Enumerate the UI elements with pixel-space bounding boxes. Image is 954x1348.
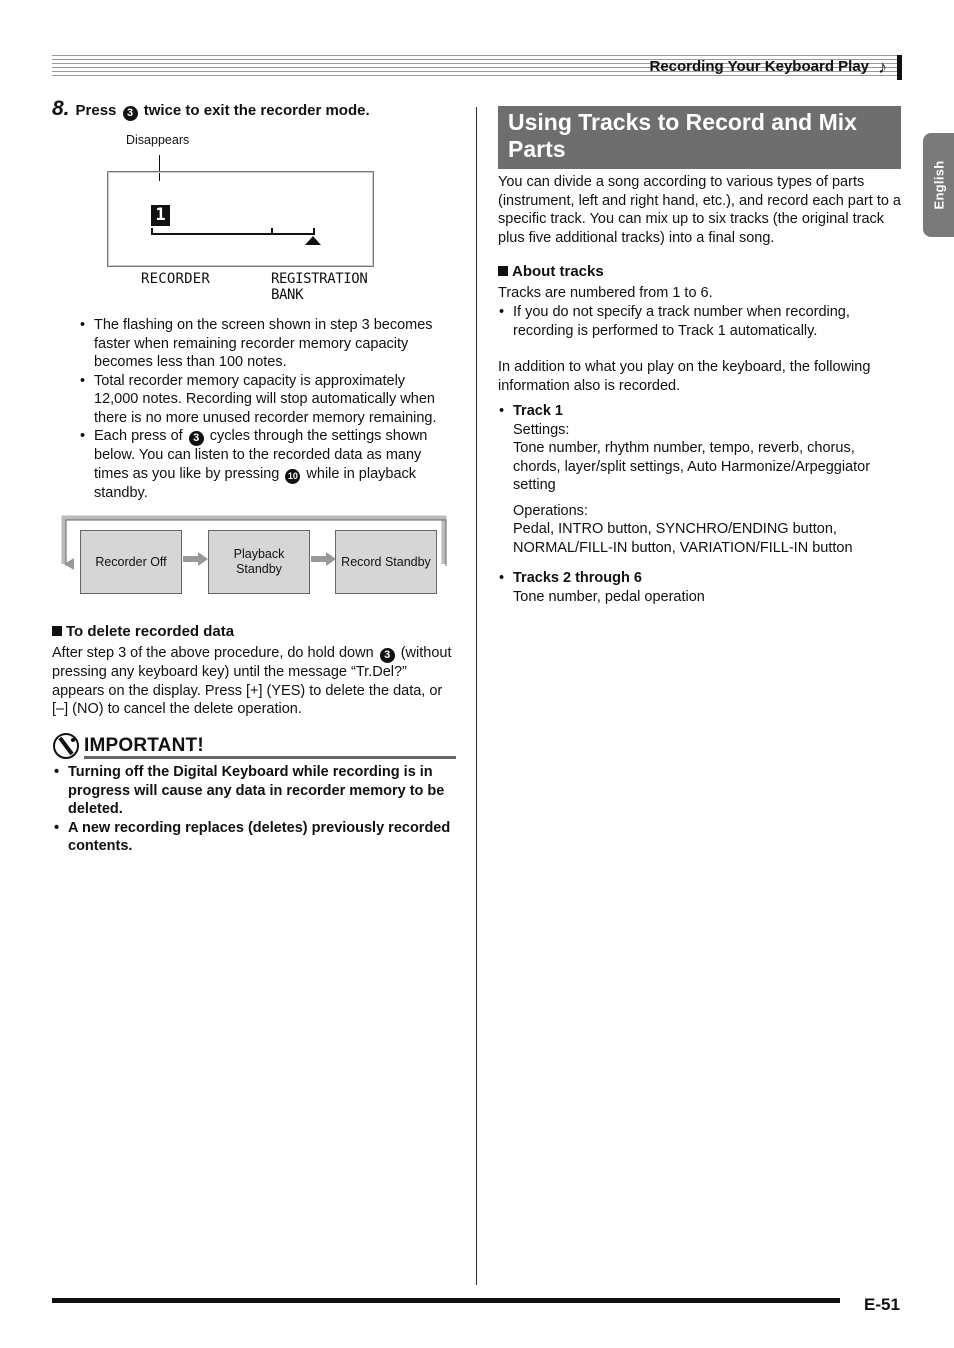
lcd-label-bank: BANK [271,287,304,303]
notes-list [80,316,446,502]
body-text: (without pressing any keyboard key) until the message “Tr.Del?” appears on the display. Press [+] (YES) to delete the data, or [–] (NO) to cancel the delete operation. [52,645,452,717]
page-number: E-51 [864,1295,900,1314]
disappears-label: Disappears [126,133,190,147]
lcd-tick [271,228,273,235]
settings-label: Settings: [513,421,570,438]
lcd-indicator-bar [151,233,315,235]
lcd-tick [313,228,315,235]
step-8 [52,97,370,121]
tracks-2-6-list [499,569,902,606]
settings-text: Tone number, rhythm number, tempo, reverb, chorus, chords, layer/split settings, Auto Harmonize/Arpeggiator setting [513,440,871,493]
step-text-pre: Press [75,102,117,119]
lcd-label-registration-bank [271,271,367,303]
list-item [80,372,446,428]
list-item [499,402,902,557]
note-text: Each press of [94,428,183,444]
body-text: After step 3 of the above procedure, do hold down [52,645,374,661]
list-item: • If you do not specify a track number when recording, recording is performed to Track 1 automatically. [499,303,902,340]
square-bullet-icon [52,626,62,636]
list-item [499,569,902,606]
lcd-label-registration: REGISTRATION [271,271,368,287]
lcd-pointer-icon [305,236,321,245]
button-3-icon: 3 [123,106,138,121]
important-list [54,763,456,856]
button-3-icon: 3 [380,648,395,663]
section-title: Using Tracks to Record and Mix Parts [508,109,857,162]
intro-paragraph: You can divide a song according to various types of parts (instrument, left and right hand, etc.), and record each part to a specific track. You can mix up to six tracks (the original track plus five additional tracks) into a final song. [498,174,901,246]
flow-box-recorder-off: Recorder Off [80,530,182,594]
step-text-post: twice to exit the recorder mode. [143,102,370,119]
square-bullet-icon [498,266,508,276]
section-heading-band [498,106,901,169]
warning-icon [52,731,80,761]
list-item [80,427,446,502]
about-tracks-text: Tracks are numbered from 1 to 6. [498,285,713,301]
lcd-track-number: 1 [151,205,170,226]
list-item: • A new recording replaces (deletes) previously recorded contents. [54,819,456,856]
about-tracks-list [499,303,902,340]
lcd-tick [151,228,153,235]
lcd-label-recorder: RECORDER [141,271,211,287]
track-1-title: • Track 1 [513,403,563,419]
list-item: • Turning off the Digital Keyboard while recording is in progress will cause any data in recorder memory to be deleted. [54,763,456,819]
footer-rule [52,1298,840,1303]
about-tracks-heading [498,263,604,280]
operations-text: Pedal, INTRO button, SYNCHRO/ENDING button, NORMAL/FILL-IN button, VARIATION/FILL-IN button [513,521,853,556]
running-header-title: Recording Your Keyboard Play [649,58,869,75]
button-3-icon: 3 [189,431,204,446]
lcd-display [107,171,374,267]
important-underline [84,756,456,759]
flow-box-playback-standby: Playback Standby [208,530,310,594]
delete-section-heading [52,623,234,640]
step-number: 8. [52,97,70,120]
tracks-2-6-text: Tone number, pedal operation [513,588,705,605]
music-note-icon: ♪ [878,57,887,77]
button-10-icon: 10 [285,469,300,484]
heading-text: About tracks [512,263,604,280]
column-divider [476,107,477,1285]
addition-paragraph: In addition to what you play on the keyboard, the following information also is recorded. [498,359,871,394]
language-tab-label: English [931,160,946,210]
note-text: while in playback standby. [94,465,417,501]
operations-label: Operations: [513,502,588,519]
track-1-list [499,402,902,557]
flow-box-record-standby: Record Standby [335,530,437,594]
tracks-2-6-title: • Tracks 2 through 6 [513,570,642,586]
header-end-bar [897,55,902,80]
important-title: IMPORTANT! [84,735,204,756]
note-text: cycles through the settings shown below. You can listen to the recorded data as many times as you like by pressing [94,428,428,482]
heading-text: To delete recorded data [66,623,235,640]
note-text: Total recorder memory capacity is approximately 12,000 notes. Recording will stop automatically when there is no more unused recorder memory remaining. [94,372,437,426]
language-tab[interactable] [923,133,954,237]
list-item: • The flashing on the screen shown in step 3 becomes faster when remaining recorder memory capacity becomes less than 100 notes. [80,316,446,372]
delete-section-body [52,644,456,719]
